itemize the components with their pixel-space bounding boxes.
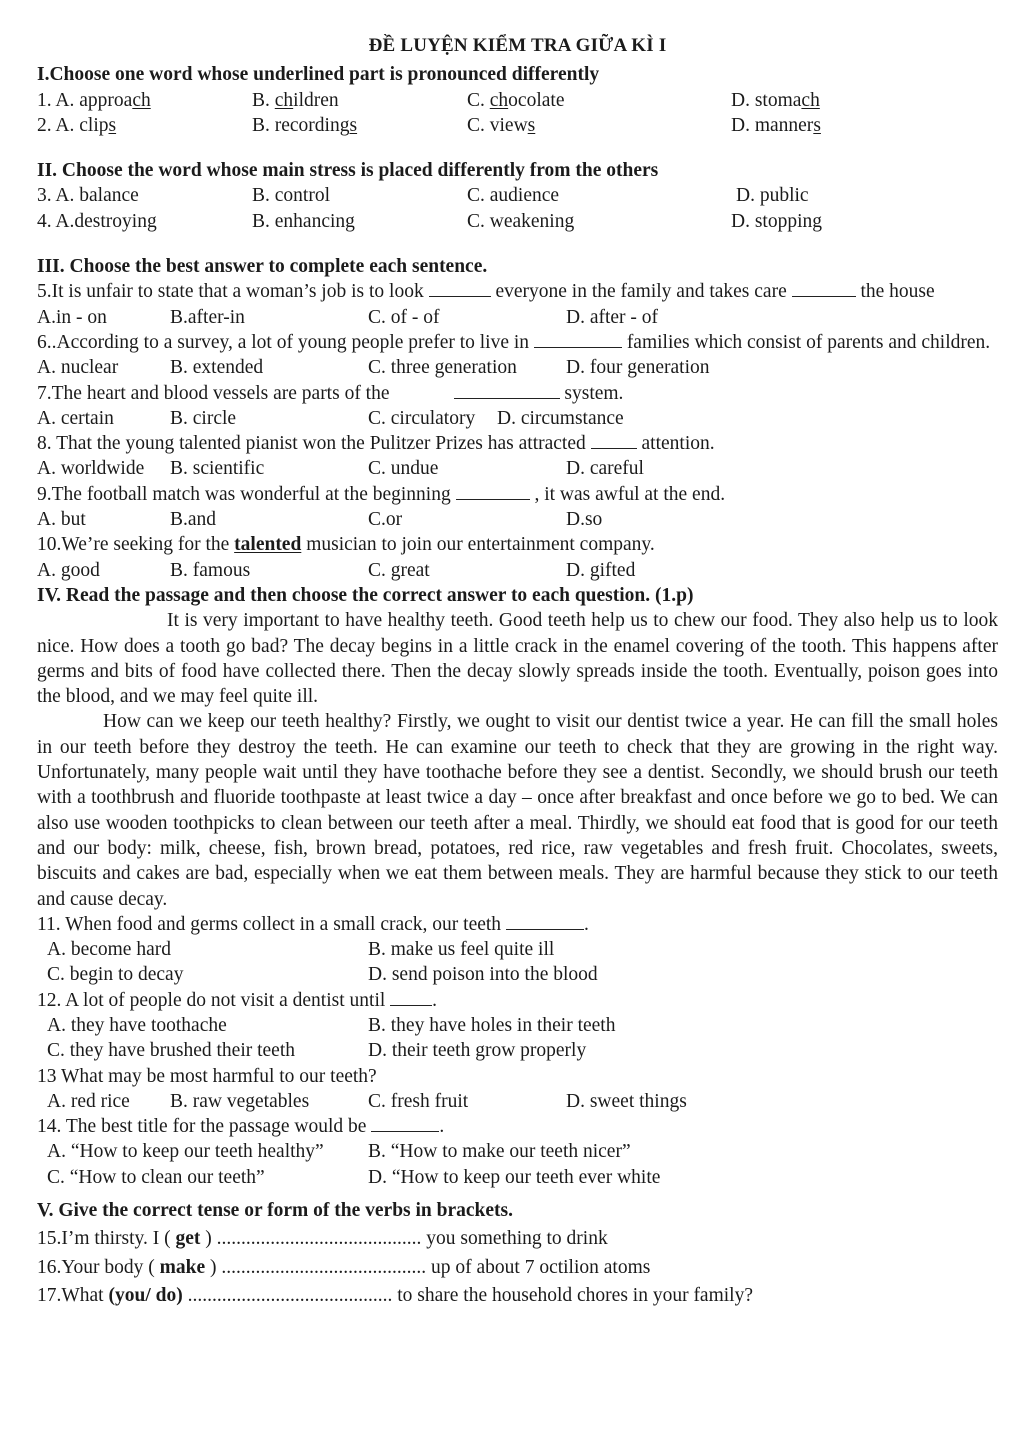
q12-option-a: A. they have toothache (47, 1014, 227, 1036)
question-13-stem: 13 What may be most harmful to our teeth? (37, 1065, 377, 1087)
question-7-options (37, 406, 998, 431)
section-3-heading: III. Choose the best answer to complete each sentence. (37, 256, 488, 278)
q6-option-d: D. four generation (566, 357, 710, 379)
q3-option-c: C. audience (467, 185, 560, 207)
q5-option-c: C. of - of (368, 306, 440, 328)
question-15: 15.I’m thirsty. I ( get ) .......................................... you something to drink (37, 1228, 608, 1250)
question-12-stem: 12. A lot of people do not visit a dentist until . (37, 989, 438, 1011)
answer-blank[interactable] (506, 915, 584, 930)
q1-option-a: 1. A. approach (37, 89, 151, 111)
answer-dots[interactable]: .......................................... (187, 1284, 393, 1306)
q13-option-a: A. red rice (47, 1090, 130, 1112)
q11-option-c: C. begin to decay (47, 964, 184, 986)
answer-blank[interactable] (534, 333, 622, 348)
answer-blank[interactable] (429, 282, 491, 297)
q13-option-b: B. raw vegetables (170, 1090, 310, 1112)
question-10-stem: 10.We’re seeking for the talented musician to join our entertainment company. (37, 534, 655, 556)
question-9-stem: 9.The football match was wonderful at the beginning , it was awful at the end. (37, 483, 726, 505)
question-11-options (37, 937, 998, 988)
answer-blank[interactable] (371, 1117, 439, 1132)
q1-option-d: D. stomach (731, 89, 820, 111)
q6-option-a: A. nuclear (37, 357, 119, 379)
question-6-options (37, 355, 998, 380)
q6-option-b: B. extended (170, 357, 264, 379)
q11-option-b: B. make us feel quite ill (368, 939, 555, 961)
question-5-options (37, 305, 998, 330)
q13-option-c: C. fresh fruit (368, 1090, 469, 1112)
page-title: ĐỀ LUYỆN KIỂM TRA GIỮA KÌ I (368, 35, 667, 56)
q2-option-b: B. recordings (252, 114, 358, 136)
question-17: 17.What (you/ do) .......................................... to share the household chores in your family? (37, 1284, 753, 1306)
q6-option-c: C. three generation (368, 357, 517, 379)
q12-option-c: C. they have brushed their teeth (47, 1040, 296, 1062)
question-4 (37, 209, 998, 234)
q2-option-c: C. views (467, 114, 536, 136)
passage-paragraph-1: It is very important to have healthy teeth. Good teeth help us to chew our food. They also help us to look nice. How does a tooth go bad? The decay begins in a little crack in the enamel covering of the tooth. This happens after germs and bits of food have collected there. Then the decay slowly spreads inside the tooth. Eventually, poison goes into the blood, and we may feel quite ill. (37, 610, 998, 708)
section-5-heading: V. Give the correct tense or form of the verbs in brackets. (37, 1200, 514, 1222)
q4-option-d: D. stopping (731, 210, 823, 232)
q10-option-c: C. great (368, 559, 430, 581)
answer-blank[interactable] (390, 991, 432, 1006)
q12-option-d: D. their teeth grow properly (368, 1040, 587, 1062)
q14-option-b: B. “How to make our teeth nicer” (368, 1141, 631, 1163)
q8-option-d: D. careful (566, 458, 644, 480)
q3-option-a: 3. A. balance (37, 185, 139, 207)
q11-option-a: A. become hard (47, 939, 171, 961)
q4-option-a: 4. A.destroying (37, 210, 157, 232)
q5-option-b: B.after-in (170, 306, 245, 328)
question-1 (37, 88, 998, 113)
question-14-stem: 14. The best title for the passage would be . (37, 1116, 445, 1138)
q4-option-b: B. enhancing (252, 210, 355, 232)
q2-option-d: D. manners (731, 114, 821, 136)
q13-option-d: D. sweet things (566, 1090, 687, 1112)
q7-option-d: D. circumstance (497, 407, 624, 429)
q7-option-c: C. circulatory (368, 407, 476, 429)
section-2-heading: II. Choose the word whose main stress is placed differently from the others (37, 160, 659, 182)
question-13-options (37, 1089, 998, 1114)
q1-option-c: C. chocolate (467, 89, 565, 111)
verb-hint: get (175, 1228, 201, 1250)
q9-option-d: D.so (566, 509, 603, 531)
passage-paragraph-2: How can we keep our teeth healthy? Firstly, we ought to visit our dentist twice a year. He can fill the small holes in our teeth before they destroy the teeth. He can examine our teeth to check that they are growing in the right way. Unfortunately, many people wait until they have toothache before they see a dentist. Secondly, we should brush our teeth with a toothbrush and fluoride toothpaste at least twice a day – once after breakfast and once before we go to bed. We can also use wooden toothpicks to clean between our teeth after a meal. Thirdly, we should eat food that is good for our teeth and our body: milk, cheese, fish, brown bread, potatoes, red rice, raw vegetables and fresh fruit. Chocolates, sweets, biscuits and cakes are bad, especially when we eat them between meals. They are harmful because they stick to our teeth and cause decay. (37, 711, 998, 910)
q9-option-b: B.and (170, 509, 217, 531)
verb-hint: (you/ do) (108, 1284, 183, 1306)
q12-option-b: B. they have holes in their teeth (368, 1014, 616, 1036)
key-word: talented (234, 534, 302, 556)
q14-option-c: C. “How to clean our teeth” (47, 1166, 265, 1188)
q4-option-c: C. weakening (467, 210, 575, 232)
question-8-options (37, 456, 998, 481)
q7-option-b: B. circle (170, 407, 237, 429)
q10-option-d: D. gifted (566, 559, 636, 581)
q1-option-b: B. children (252, 89, 339, 111)
q10-option-b: B. famous (170, 559, 251, 581)
answer-blank[interactable] (591, 434, 637, 449)
section-1-heading: I.Choose one word whose underlined part is pronounced differently (37, 64, 600, 86)
q8-option-a: A. worldwide (37, 458, 145, 480)
question-6-stem: 6..According to a survey, a lot of young people prefer to live in families which consist of parents and children. (37, 331, 991, 353)
answer-dots[interactable]: .......................................... (216, 1228, 422, 1250)
question-11-stem: 11. When food and germs collect in a small crack, our teeth . (37, 913, 589, 935)
question-2 (37, 113, 998, 138)
q8-option-b: B. scientific (170, 458, 265, 480)
q5-option-d: D. after - of (566, 306, 659, 328)
question-14-options (37, 1139, 998, 1190)
question-10-options (37, 558, 998, 583)
q7-option-a: A. certain (37, 407, 114, 429)
q2-option-a: 2. A. clips (37, 114, 117, 136)
answer-blank[interactable] (456, 485, 530, 500)
question-5-stem: 5.It is unfair to state that a woman’s job is to look everyone in the family and takes care the house (37, 281, 935, 303)
q11-option-d: D. send poison into the blood (368, 964, 598, 986)
verb-hint: make (159, 1256, 206, 1278)
q9-option-c: C.or (368, 509, 403, 531)
q10-option-a: A. good (37, 559, 100, 581)
q3-option-b: B. control (252, 185, 330, 207)
question-16: 16.Your body ( make ) .......................................... up of about 7 octilion atoms (37, 1256, 651, 1278)
section-4-heading: IV. Read the passage and then choose the correct answer to each question. (1.p) (37, 584, 694, 606)
q8-option-c: C. undue (368, 458, 439, 480)
question-3 (37, 183, 998, 208)
q5-option-a: A.in - on (37, 306, 107, 328)
answer-dots[interactable]: .......................................... (221, 1256, 427, 1278)
question-12-options (37, 1013, 998, 1064)
q3-option-d: D. public (736, 185, 809, 207)
answer-blank[interactable] (792, 282, 856, 297)
q14-option-a: A. “How to keep our teeth healthy” (47, 1141, 324, 1163)
answer-blank[interactable] (454, 384, 560, 399)
q14-option-d: D. “How to keep our teeth ever white (368, 1166, 661, 1188)
question-7-stem: 7.The heart and blood vessels are parts of the system. (37, 382, 624, 404)
q9-option-a: A. but (37, 509, 86, 531)
question-9-options (37, 507, 998, 532)
question-8-stem: 8. That the young talented pianist won the Pulitzer Prizes has attracted attention. (37, 433, 715, 455)
